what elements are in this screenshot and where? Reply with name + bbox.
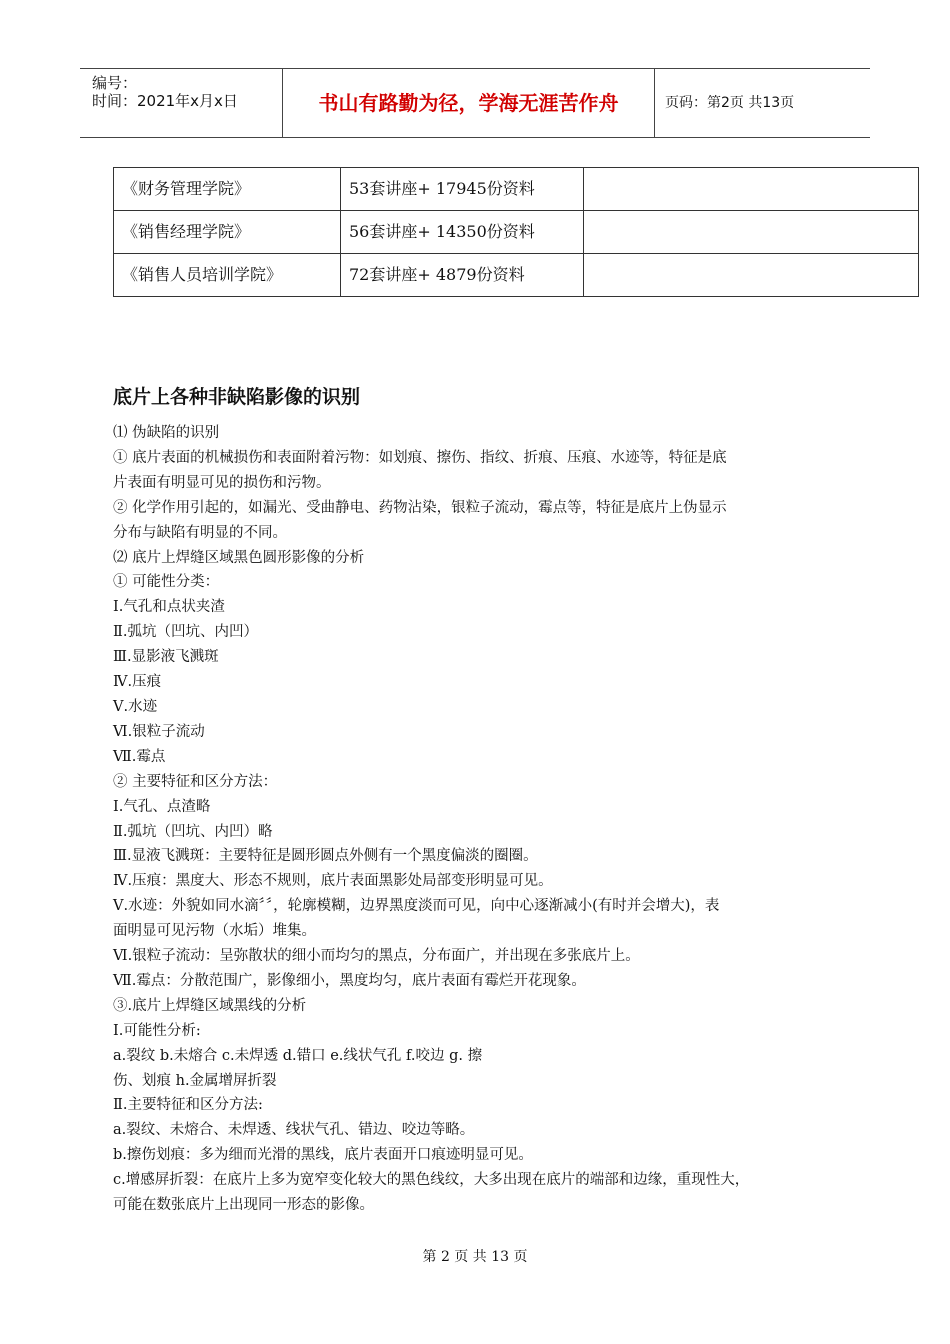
text-line: ① 底片表面的机械损伤和表面附着污物：如划痕、擦伤、指纹、折痕、压痕、水迹等，特征是底 <box>113 449 727 466</box>
text-line: Ⅰ.可能性分析: <box>113 1022 201 1039</box>
text-line: Ⅳ.压痕：黑度大、形态不规则，底片表面黑影处局部变形明显可见。 <box>113 873 553 890</box>
header-page-info: 页码：第2页 共13页 <box>665 95 795 111</box>
text-line: ⑵ 底片上焊缝区域黑色圆形影像的分析 <box>113 549 365 566</box>
text-line: ③.底片上焊缝区域黑线的分析 <box>113 997 307 1014</box>
table-row <box>114 211 919 254</box>
table-cell-name: 《销售人员培训学院》 <box>114 254 341 297</box>
table-row <box>114 168 919 211</box>
text-line: 面明显可见污物（水垢）堆集。 <box>113 923 316 940</box>
body-text <box>113 421 848 1218</box>
text-line: 分布与缺陷有明显的不同。 <box>113 524 287 541</box>
header-motto: 书山有路勤为径，学海无涯苦作舟 <box>283 69 655 137</box>
text-line: 片表面有明显可见的损伤和污物。 <box>113 474 331 491</box>
page-header <box>80 68 870 138</box>
table-cell-note <box>584 254 919 297</box>
text-line: Ⅲ.显液飞溅斑：主要特征是圆形圆点外侧有一个黑度偏淡的圈圈。 <box>113 848 538 865</box>
text-line: a.裂纹、未熔合、未焊透、线状气孔、错边、咬边等略。 <box>113 1122 475 1139</box>
text-line: Ⅱ.主要特征和区分方法: <box>113 1097 263 1114</box>
resource-table <box>113 167 919 297</box>
table-row <box>114 254 919 297</box>
text-line: ⑴ 伪缺陷的识别 <box>113 425 220 441</box>
text-line: 伤、划痕 h.金属增屏折裂 <box>113 1072 277 1089</box>
text-line: ② 主要特征和区分方法： <box>113 773 278 790</box>
text-line: Ⅲ.显影液飞溅斑 <box>113 649 219 666</box>
table-cell-desc: 72套讲座+ 4879份资料 <box>341 254 584 297</box>
time-label: 时间：2021年x月x日 <box>92 92 238 110</box>
text-line: Ⅰ.气孔和点状夹渣 <box>113 599 225 616</box>
text-line: Ⅵ.银粒子流动：呈弥散状的细小而均匀的黑点，分布面广，并出现在多张底片上。 <box>113 948 640 965</box>
number-label: 编号： <box>92 74 138 92</box>
text-line: ① 可能性分类： <box>113 574 220 591</box>
text-line: Ⅳ.压痕 <box>113 674 162 691</box>
page-footer: 第 2 页 共 13 页 <box>422 1249 528 1265</box>
text-line: Ⅵ.银粒子流动 <box>113 723 205 740</box>
text-line: c.增感屏折裂：在底片上多为宽窄变化较大的黑色线纹，大多出现在底片的端部和边缘，重现性大， <box>113 1172 750 1189</box>
header-meta <box>80 69 283 137</box>
table-cell-desc: 53套讲座+ 17945份资料 <box>341 168 584 211</box>
text-line: Ⅱ.弧坑（凹坑、内凹） <box>113 624 258 641</box>
text-line: b.擦伤划痕：多为细而光滑的黑线，底片表面开口痕迹明显可见。 <box>113 1147 533 1164</box>
table-cell-name: 《销售经理学院》 <box>114 211 341 254</box>
table-cell-name: 《财务管理学院》 <box>114 168 341 211</box>
table-cell-desc: 56套讲座+ 14350份资料 <box>341 211 584 254</box>
text-line: Ⅶ.霉点：分散范围广，影像细小，黑度均匀，底片表面有霉烂开花现象。 <box>113 972 586 989</box>
text-line: Ⅴ.水迹：外貌如同水滴〞〞，轮廓模糊，边界黑度淡而可见，向中心逐渐减小(有时并会增大)，表 <box>113 898 720 915</box>
text-line: Ⅱ.弧坑（凹坑、内凹）略 <box>113 823 273 840</box>
text-line: a.裂纹 b.未熔合 c.未焊透 d.错口 e.线状气孔 f.咬边 g. 擦 <box>113 1047 483 1064</box>
text-line: 可能在数张底片上出现同一形态的影像。 <box>113 1197 374 1214</box>
text-line: Ⅰ.气孔、点渣略 <box>113 798 211 815</box>
table-cell-note <box>584 211 919 254</box>
section-heading: 底片上各种非缺陷影像的识别 <box>113 386 361 408</box>
text-line: Ⅴ.水迹 <box>113 698 158 715</box>
text-line: ② 化学作用引起的，如漏光、受曲静电、药物沾染，银粒子流动，霉点等，特征是底片上伪显示 <box>113 499 727 516</box>
table-cell-note <box>584 168 919 211</box>
text-line: Ⅶ.霉点 <box>113 748 166 765</box>
